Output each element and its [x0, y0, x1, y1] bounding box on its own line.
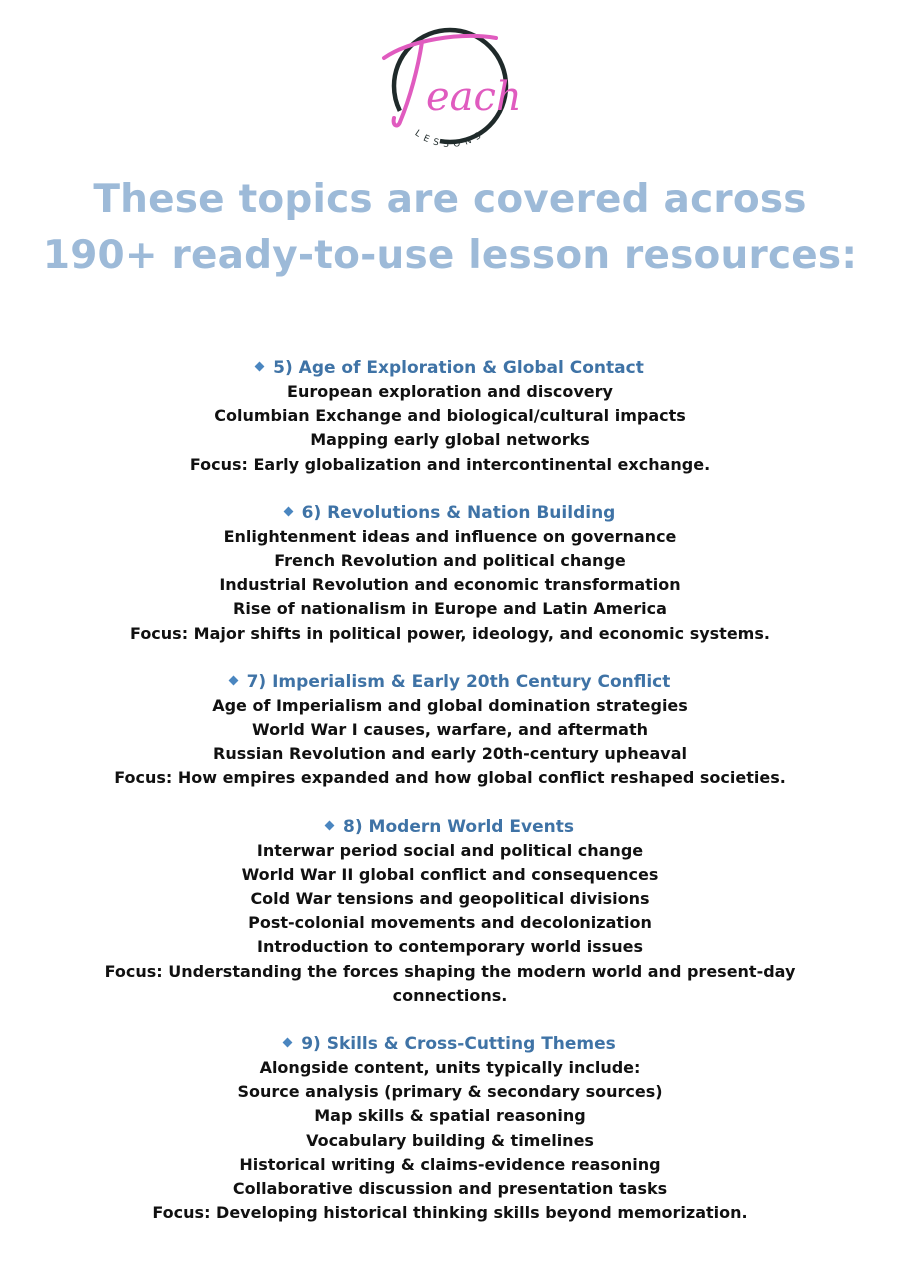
topic-line: Introduction to contemporary world issues	[256, 937, 644, 957]
topic-line: Historical writing & claims-evidence reasoning	[239, 1154, 661, 1174]
topic-line: Enlightenment ideas and influence on governance	[223, 526, 677, 546]
topic-line: Columbian Exchange and biological/cultural impacts	[214, 406, 686, 426]
logo-t-stem	[394, 42, 422, 125]
logo-script-text: each	[426, 74, 522, 120]
topic-line: Map skills & spatial reasoning	[314, 1106, 586, 1126]
topic-line: World War I causes, warfare, and aftermath	[251, 720, 649, 740]
topic-section	[0, 501, 900, 646]
topic-line: European exploration and discovery	[287, 382, 613, 401]
page-headline	[0, 172, 900, 284]
diamond-bullet-icon	[255, 362, 265, 372]
section-title: 8) Modern World Events	[0, 815, 900, 839]
topic-line: Vocabulary building & timelines	[306, 1130, 594, 1150]
topic-line: Interwar period social and political change	[256, 840, 644, 860]
topic-line: Post-colonial movements and decolonization	[248, 913, 652, 933]
diamond-bullet-icon	[283, 506, 293, 516]
topic-section	[0, 815, 900, 1008]
focus-line: Focus: Understanding the forces shaping the modern world and present-day connections.	[104, 961, 796, 1005]
section-title: 9) Skills & Cross-Cutting Themes	[0, 1032, 900, 1056]
focus-line: Focus: How empires expanded and how global conflict reshaped societies.	[114, 768, 786, 788]
topic-section	[0, 356, 900, 477]
topic-line: Alongside content, units typically include:	[259, 1058, 641, 1078]
topic-section	[0, 1032, 900, 1225]
logo-ring-text: LESSONS	[412, 128, 488, 150]
topic-line: Russian Revolution and early 20th-century upheaval	[213, 744, 687, 764]
headline-line-1: These topics are covered across	[93, 177, 807, 222]
topic-line: Mapping early global networks	[310, 430, 590, 450]
topic-line: Industrial Revolution and economic transformation	[219, 575, 681, 595]
focus-line: Focus: Developing historical thinking skills beyond memorization.	[152, 1203, 748, 1223]
headline-line-2: 190+ ready-to-use lesson resources:	[42, 233, 858, 278]
diamond-bullet-icon	[325, 820, 335, 830]
topic-section	[0, 670, 900, 791]
focus-line: Focus: Early globalization and intercontinental exchange.	[189, 454, 711, 474]
topic-line: Collaborative discussion and presentation tasks	[232, 1179, 668, 1199]
section-title: 7) Imperialism & Early 20th Century Conflict	[0, 670, 900, 694]
topic-line: French Revolution and political change	[274, 551, 626, 571]
diamond-bullet-icon	[228, 675, 238, 685]
section-title: 6) Revolutions & Nation Building	[0, 501, 900, 525]
topic-line: World War II global conflict and consequences	[241, 864, 659, 884]
teach-lessons-logo	[370, 18, 530, 168]
topic-line: Cold War tensions and geopolitical divisions	[250, 889, 650, 909]
topic-line: Age of Imperialism and global domination strategies	[212, 695, 688, 715]
topic-line: Rise of nationalism in Europe and Latin America	[233, 599, 667, 619]
topic-line: Source analysis (primary & secondary sources)	[237, 1082, 663, 1102]
diamond-bullet-icon	[283, 1038, 293, 1048]
section-title: 5) Age of Exploration & Global Contact	[0, 356, 900, 380]
topic-sections	[0, 356, 900, 1249]
focus-line: Focus: Major shifts in political power, ideology, and economic systems.	[130, 623, 770, 643]
